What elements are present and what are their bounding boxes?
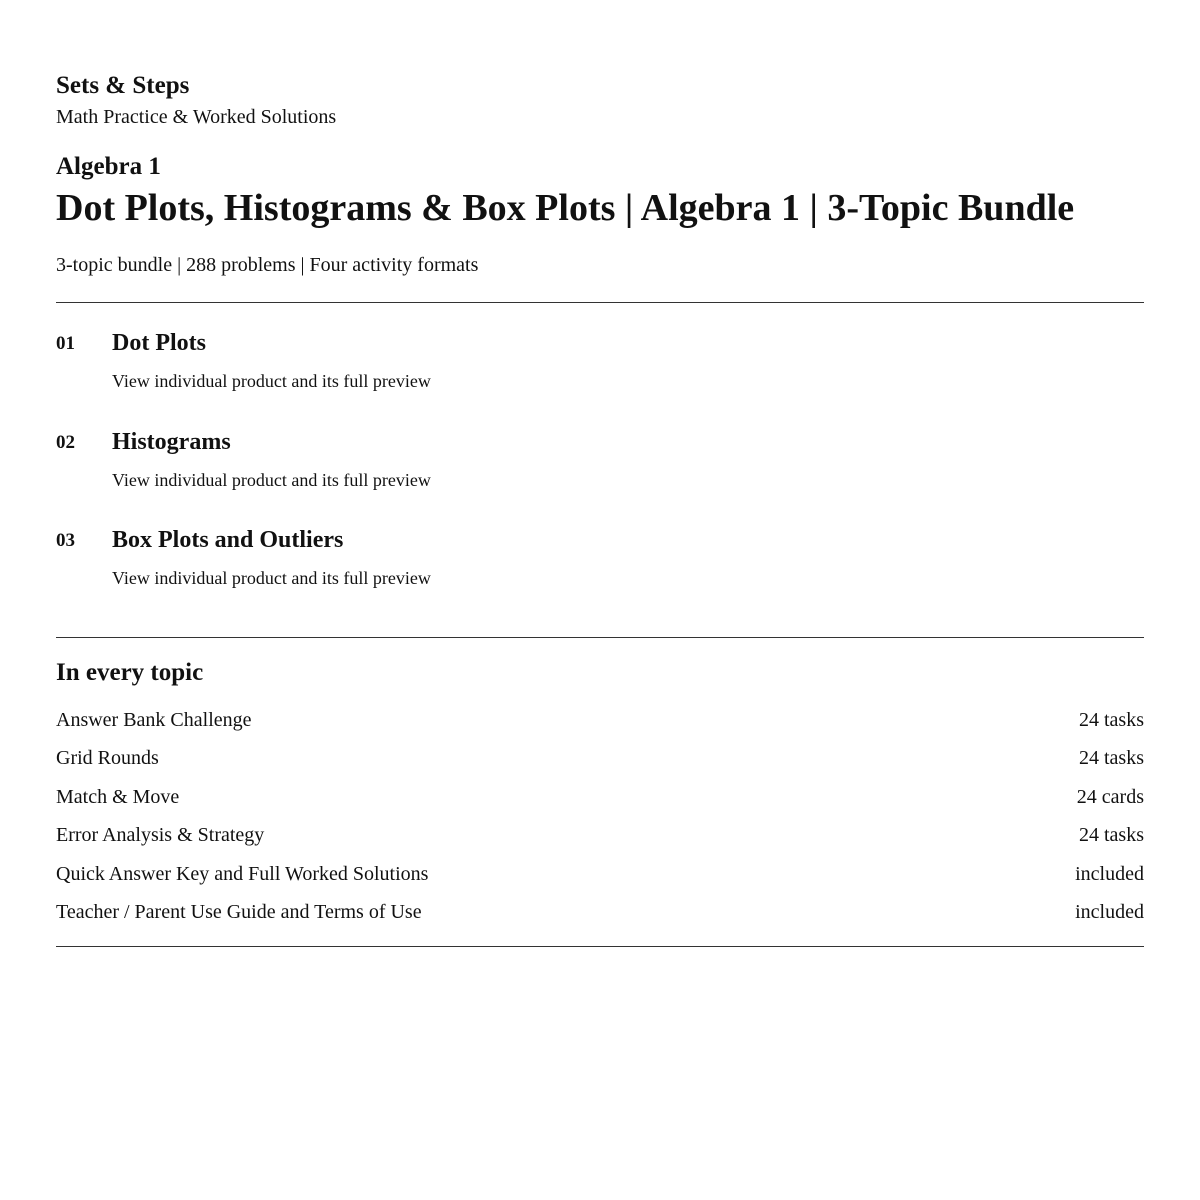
- bundle-summary: 3-topic bundle | 288 problems | Four activity formats: [56, 254, 479, 276]
- divider: [56, 946, 1144, 947]
- contents-value: 24 tasks: [1079, 824, 1144, 846]
- contents-row: [56, 705, 1144, 735]
- contents-value: 24 tasks: [1079, 709, 1144, 731]
- topic-name: Histograms: [112, 429, 231, 455]
- topic-preview-link[interactable]: View individual product and its full preview: [112, 371, 431, 391]
- topic-preview-link[interactable]: View individual product and its full preview: [112, 568, 431, 588]
- contents-label: Quick Answer Key and Full Worked Solutions: [56, 863, 429, 885]
- contents-value: included: [1075, 863, 1144, 885]
- contents-row: [56, 820, 1144, 850]
- topic-item-histograms: [56, 427, 1144, 507]
- topic-item-box-plots: [56, 525, 1144, 605]
- contents-value: 24 tasks: [1079, 747, 1144, 769]
- contents-label: Grid Rounds: [56, 747, 159, 769]
- contents-label: Match & Move: [56, 786, 180, 808]
- contents-row: [56, 743, 1144, 773]
- divider: [56, 637, 1144, 638]
- topic-name: Dot Plots: [112, 330, 206, 356]
- brand-tagline: Math Practice & Worked Solutions: [56, 106, 337, 128]
- contents-value: 24 cards: [1076, 786, 1144, 808]
- divider: [56, 302, 1144, 303]
- contents-label: Answer Bank Challenge: [56, 709, 252, 731]
- topic-name: Box Plots and Outliers: [112, 527, 344, 553]
- topic-number: 01: [56, 333, 75, 354]
- contents-label: Teacher / Parent Use Guide and Terms of Use: [56, 901, 422, 923]
- contents-value: included: [1075, 901, 1144, 923]
- topic-item-dot-plots: [56, 328, 1144, 408]
- topic-number: 03: [56, 530, 75, 551]
- contents-row: [56, 782, 1144, 812]
- section-heading: In every topic: [56, 659, 204, 686]
- topic-preview-link[interactable]: View individual product and its full preview: [112, 470, 431, 490]
- topic-number: 02: [56, 432, 75, 453]
- page-title: Dot Plots, Histograms & Box Plots | Algebra 1 | 3-Topic Bundle: [56, 187, 1075, 229]
- contents-row: [56, 897, 1144, 927]
- contents-label: Error Analysis & Strategy: [56, 824, 265, 846]
- brand-name: Sets & Steps: [56, 72, 190, 99]
- contents-row: [56, 859, 1144, 889]
- course-label: Algebra 1: [56, 153, 161, 180]
